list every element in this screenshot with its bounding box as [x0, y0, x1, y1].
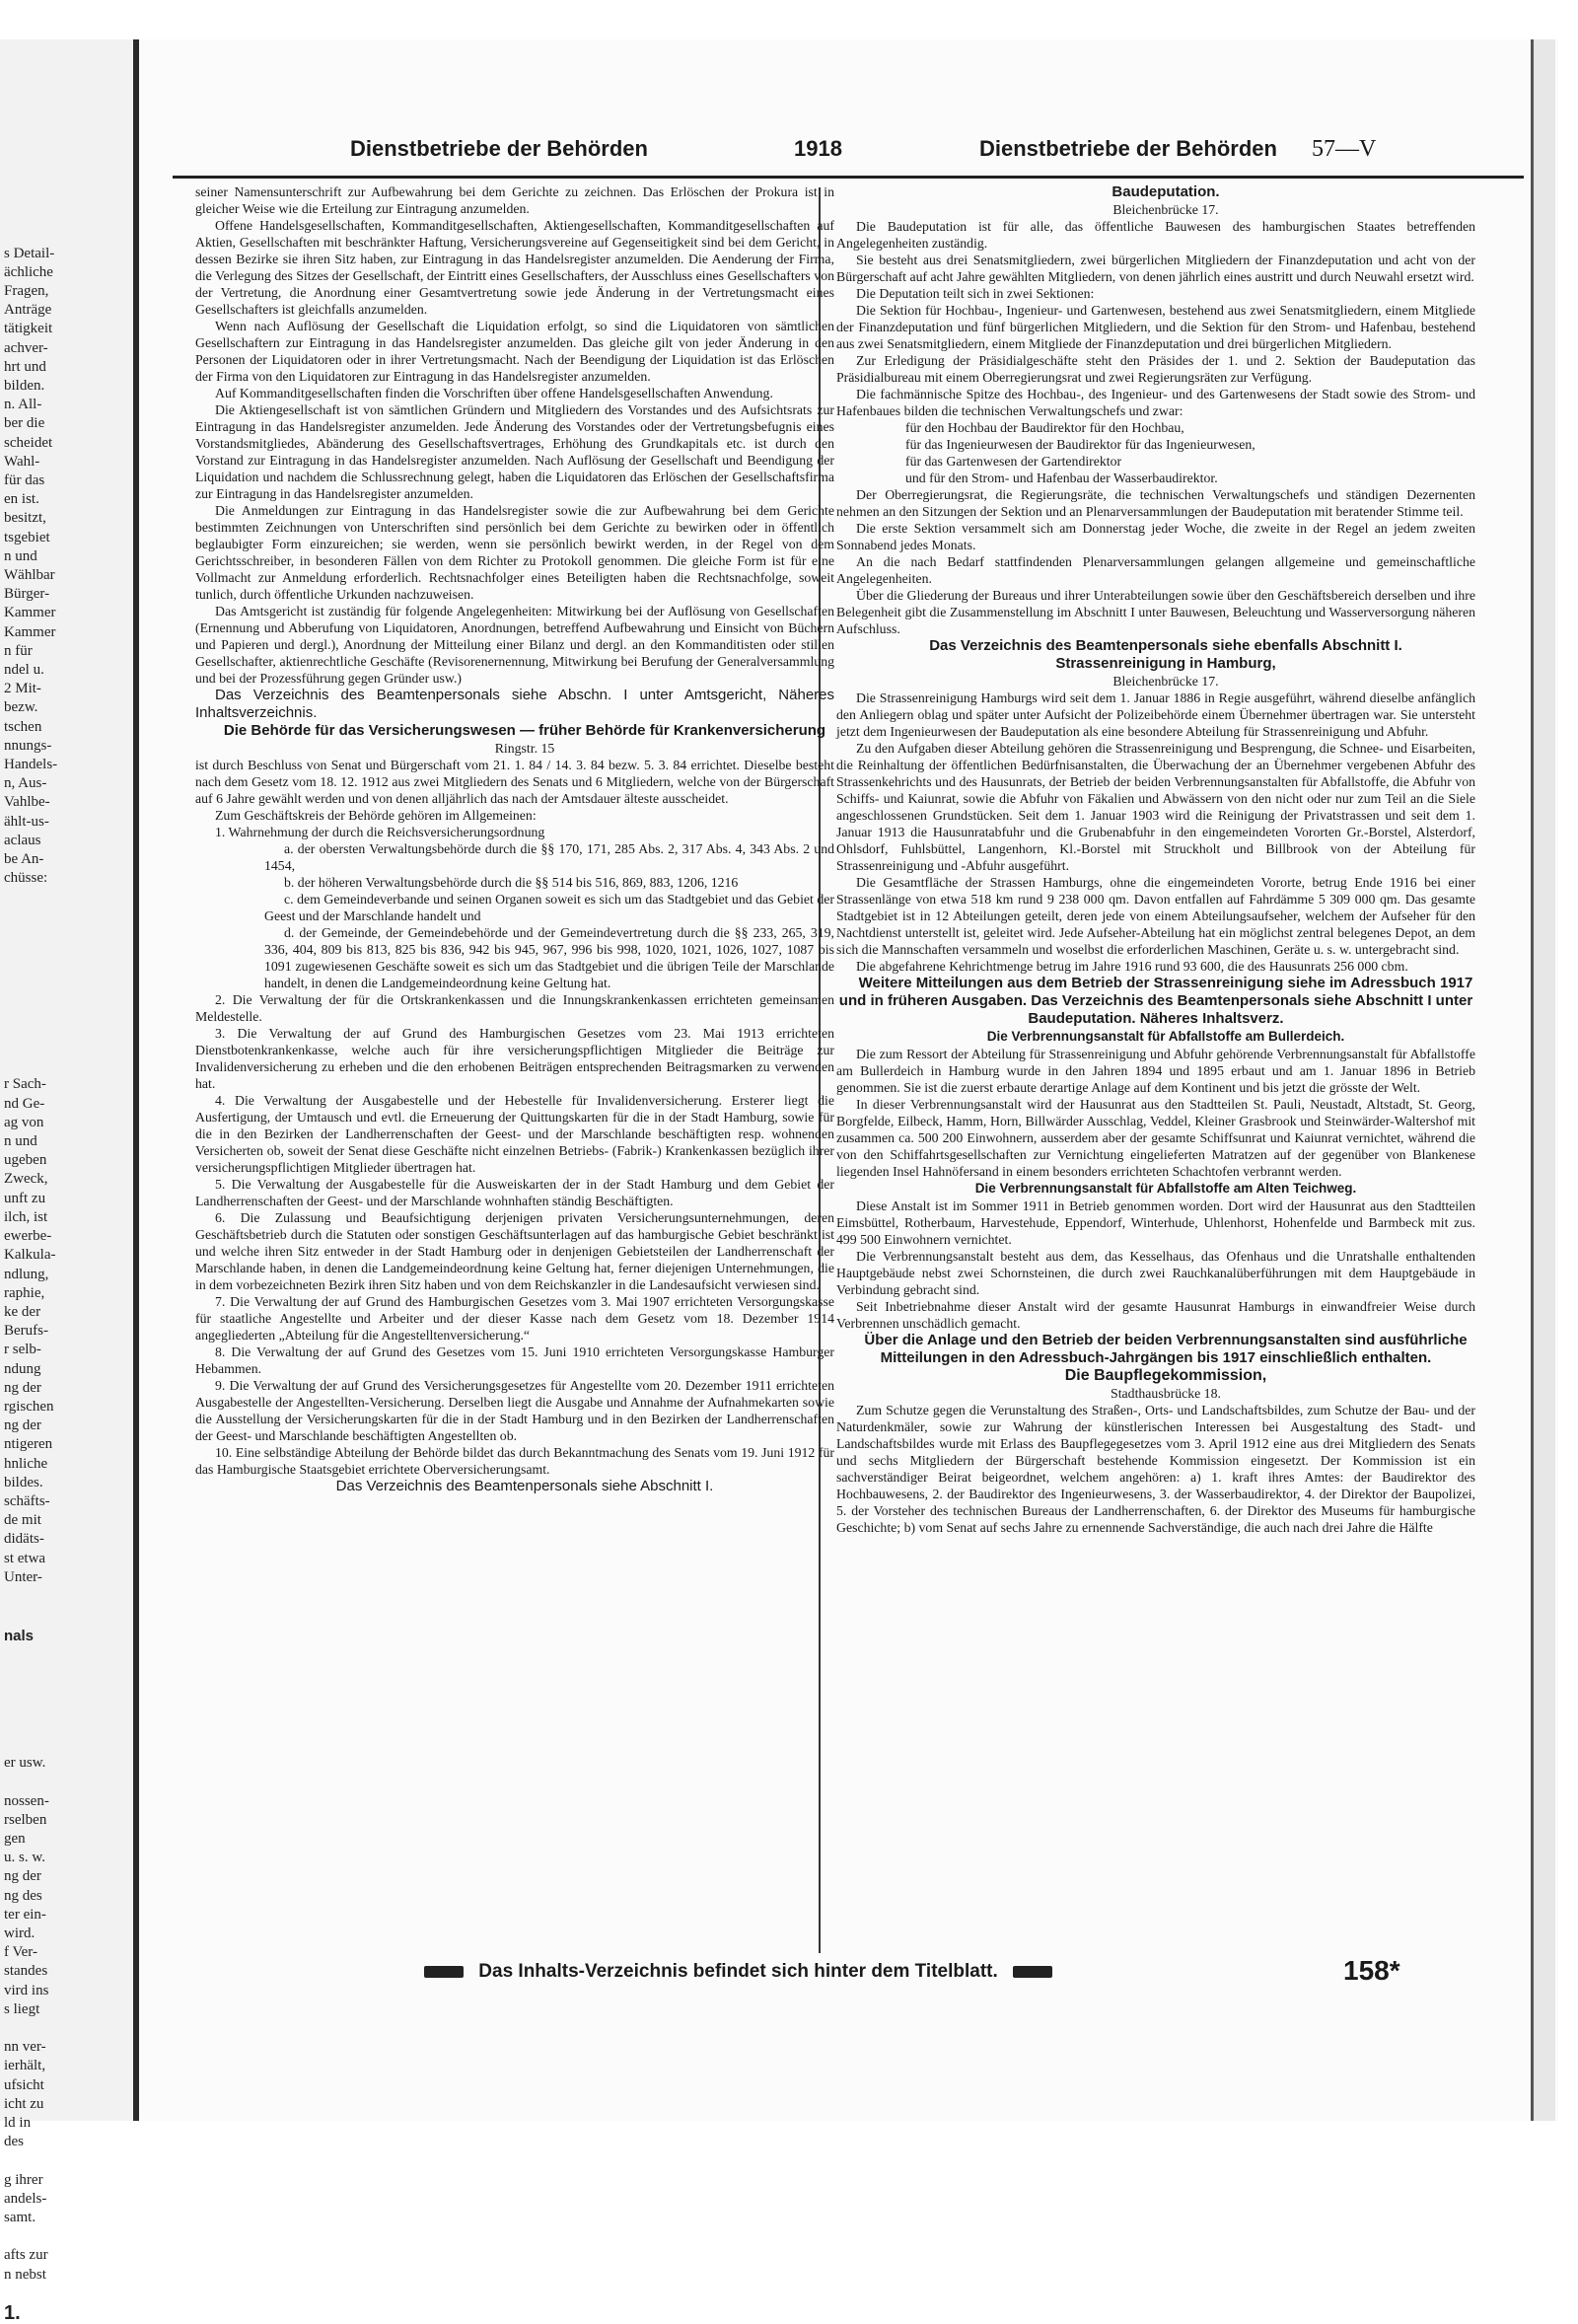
section-title: Die Baupflegekommission,: [1064, 1367, 1267, 1384]
paragraph: Das Amtsgericht ist zuständig für folgende Angelegenheiten: Mitwirkung bei der Auflösung von Gesellschaften (Ernennung und Abberufung von Liquidatoren, Anordnungen, betreffend Aufbewahrung und Einsicht von Büchern und Papieren und dergl.), Anordnung der Mitteilung einer Bilanz und dergl. an den Kommanditisten oder stillen Gesellschafter, aktienrechtliche Geschäfte (Revisorenernennung, Mitwirkung bei Berufung der Generalversammlung und bei der Prozessführung gegen Gründer usw.): [195, 604, 834, 686]
facing-page-fragment: schäfts-: [4, 1492, 50, 1509]
paragraph: Wenn nach Auflösung der Gesellschaft die Liquidation erfolgt, so sind die Liquidatoren von sämtlichen Gesellschaftern zur Eintragung in das Handelsregister anzumelden. Das gleiche gilt von jeder Änderung in den Personen der Liquidatoren oder in ihrer Vertretungsmacht. Nach der Beendigung der Liquidation ist das Erlöschen der Firma von den Liquidatoren zur Eintragung in das Handelsregister anzumelden.: [195, 319, 834, 384]
facing-page-fragments-3: [0, 1754, 133, 2285]
facing-page-fragment: ilch, ist: [4, 1208, 48, 1225]
list-item: für das Gartenwesen der Gartendirektor: [905, 454, 1122, 469]
left-column: [195, 183, 834, 1495]
facing-page-fragment: n nebst: [4, 2266, 46, 2283]
facing-page-fragment: [0, 187, 133, 206]
facing-page-fragment: ählt-us-: [4, 813, 49, 830]
facing-page-label-2: 1.: [4, 2301, 21, 2324]
facing-page-fragment: unft zu: [4, 1190, 46, 1206]
facing-page-fragment: ndel u.: [4, 662, 44, 679]
paragraph: Die Aktiengesellschaft ist von sämtlichen Gründern und Mitgliedern des Vorstandes und des Aufsichtsrats zur Eintragung in das Handelsregister anzumelden. Jede Änderung des Vorstandes oder der Vertretungsbefugnis eines Vorstandsmitgliedes, Abänderung des Gesellschaftsvertrages, Erhöhung des Grundkapitals etc. ist durch den Vorstand zur Eintragung in das Handelsregister anzumelden. Nach Auflösung der Gesellschaft und Beendigung der Liquidation und nachdem die Schlussrechnung gelegt, haben die Liquidatoren das Erlöschen der Gesellschaftsfirma zur Eintragung in das Handelsregister anzumelden.: [195, 402, 834, 501]
pointing-hand-right-icon: [1013, 1966, 1052, 1978]
facing-page-fragment: icht zu: [4, 2095, 44, 2112]
header-rule: [173, 176, 1524, 179]
section-address: Bleichenbrücke 17.: [1112, 202, 1219, 217]
facing-page-fragment: [0, 206, 133, 225]
facing-page-fragment: gen: [4, 1830, 26, 1847]
facing-page-fragment: s liegt: [4, 2000, 40, 2017]
paragraph: An die nach Bedarf stattfindenden Plenarversammlungen gelangen allgemeine und gemeinschaftliche Angelegenheiten.: [836, 554, 1475, 586]
footer-text: Das Inhalts-Verzeichnis befindet sich hinter dem Titelblatt.: [478, 1961, 998, 1982]
paragraph: Diese Anstalt ist im Sommer 1911 in Betrieb genommen worden. Dort wird der Hausunrat aus den Stadtteilen Eimsbüttel, Rotherbaum, Harvestehude, Eppendorf, Winterhude, Uhlenhorst, Hohenfelde und Barmbeck mit zus. 499 500 Einwohnern vernichtet.: [836, 1198, 1475, 1247]
facing-page-fragment: ufsicht: [4, 2076, 44, 2093]
facing-page-fragment: r Sach-: [4, 1076, 46, 1093]
paragraph: Zum Schutze gegen die Verunstaltung des Straßen-, Orts- und Landschaftsbildes, zum Schutze der Bau- und der Naturdenkmäler, sowie zur Wahrung der künstlerischen Interessen bei Ausgestaltung des Stadt- und Landschaftsbildes wurde mit Erlass des Baupflegegesetzes vom 3. April 1912 eine aus drei Mitgliedern des Senats und sechs Mitgliedern der Bürgerschaft bestehende Kommission eingesetzt. Der Kommission ist ein sachverständiger Beirat beigeordnet, welchem angehören: a) 1. kraft ihres Amtes: der Baudirektor des Hochbauwesens, 2. der Baudirektor des Ingenieurwesens, 3. der Wasserbaudirektor, 4. der Direktor der Baupolizei, 5. der Vorsteher des technischen Bureaus der Landherrenschaften, 6. der Direktor des Museums für hamburgische Geschichte; b) vom Senat auf sechs Jahre zu ernennende Sachverständige, die auch nach drei Jahre die Hälfte: [836, 1403, 1475, 1535]
paragraph: Die Deputation teilt sich in zwei Sektionen:: [856, 286, 1095, 301]
facing-page-fragment: raphie,: [4, 1284, 45, 1301]
paragraph: Der Oberregierungsrat, die Regierungsräte, die technischen Verwaltungschefs und ständigen Dezernenten nehmen an den Sitzungen der Sektion und an Plenarversammlungen der Baudeputation mit beratender Stimme teil.: [836, 487, 1475, 519]
facing-page-fragment: u. s. w.: [4, 1850, 45, 1866]
facing-page-fragment: n, Aus-: [4, 775, 47, 792]
section-title: Baudeputation.: [1112, 183, 1220, 200]
facing-page-fragment: Anträge: [4, 302, 52, 319]
facing-page-fragment: aclaus: [4, 832, 41, 848]
list-item: 6. Die Zulassung und Beaufsichtigung derjenigen privaten Versicherungsunternehmungen, deren Geschäftsbetrieb durch die Statuten oder sonstigen Geschäftsunterlagen auf das hamburgische Gebiet beschränkt ist und welche ihren Sitz entweder in der Stadt Hamburg oder in denjenigen Gebietsteilen der Landherrenschaft der Marschlande haben, in denen die Landgemeindeordnung keine Geltung hat, ferner diejenigen Unternehmungen, die in dem vorbezeichneten Bezirk ihren Sitz haben und von dem Reichskanzler in die Landesaufsicht verwiesen sind.: [195, 1210, 834, 1292]
facing-page-fragment: hrt und: [4, 358, 46, 375]
footer-note: [414, 1961, 1062, 1983]
facing-page-fragment: afts zur: [4, 2247, 48, 2264]
facing-page-fragment: ächliche: [4, 263, 53, 280]
list-item: für das Ingenieurwesen der Baudirektor für das Ingenieurwesen,: [905, 437, 1255, 452]
facing-page-fragment: ng der: [4, 1417, 41, 1434]
note: Das Verzeichnis des Beamtenpersonals siehe ebenfalls Abschnitt I.: [929, 637, 1402, 654]
paragraph: Zur Erledigung der Präsidialgeschäfte steht den Präsides der 1. und 2. Sektion der Baudeputation das Präsidialbureau mit einem Oberregierungsrat und zwei Regierungsräten zur Verfügung.: [836, 353, 1475, 385]
paragraph: Die Strassenreinigung Hamburgs wird seit dem 1. Januar 1886 in Regie ausgeführt, während dieselbe anfänglich den Anliegern oblag und später unter Aufsicht der Polizeibehörde einem Übernehmer übertragen war. Sie untersteht jetzt dem Ingenieurwesen der Baudeputation als eine besondere Abteilung für Strassenreinigung und Abfuhr.: [836, 690, 1475, 739]
facing-page-fragment: nossen-: [4, 1792, 49, 1809]
facing-page-fragment: Kalkula-: [4, 1247, 56, 1264]
facing-page-fragment: tschen: [4, 718, 42, 735]
facing-page-fragment: wird.: [4, 1925, 36, 1941]
facing-page-fragment: bezw.: [4, 699, 38, 716]
paragraph: Die Sektion für Hochbau-, Ingenieur- und Gartenwesen, bestehend aus zwei Senatsmitgliedern, einem Mitgliede der Finanzdeputation und fünf bürgerlichen Mitgliedern, und die Sektion für den Strom- und Hafenbau, bestehend aus zwei Senatsmitgliedern, einem Mitgliede der Finanzdeputation und drei bürgerlichen Mitgliedern.: [836, 303, 1475, 351]
paragraph: ist durch Beschluss von Senat und Bürgerschaft vom 21. 1. 84 / 14. 3. 84 bezw. 5. 3. 84 errichtet. Dieselbe besteht nach dem Gesetz vom 18. 12. 1912 aus zwei Mitgliedern des Senats und 6 Mitgliedern, welche von der Bürgerschaft auf 6 Jahre gewählt werden und von denen alljährlich das nach der Amtsdauer älteste ausscheidet.: [195, 758, 834, 806]
facing-page-fragment: n und: [4, 547, 37, 564]
facing-page-fragment: r selb-: [4, 1342, 41, 1358]
facing-page-fragment: Berufs-: [4, 1323, 48, 1340]
page-number: 158*: [1343, 1955, 1400, 1986]
facing-page-fragment: samt.: [4, 2209, 36, 2225]
pointing-hand-left-icon: [424, 1966, 464, 1978]
facing-page-fragment: s Detail-: [4, 245, 55, 261]
facing-page-fragment: besitzt,: [4, 510, 46, 527]
facing-page-fragment: ag von: [4, 1114, 44, 1130]
section-address: Stadthausbrücke 18.: [1111, 1386, 1221, 1401]
section-title: Strassenreinigung in Hamburg,: [1055, 655, 1276, 672]
next-page-edge: [1531, 39, 1555, 2121]
facing-page-fragment: ntigeren: [4, 1436, 53, 1453]
facing-page-fragment: ndlung,: [4, 1266, 49, 1282]
list-item: 7. Die Verwaltung der auf Grund des Hamburgischen Gesetzes vom 3. Mai 1907 errichteten Versorgungskasse für staatliche Angestellte und Arbeiter und der dieser Kasse nach dem Gesetz vom 18. Dezember 1914 angegliederten „Abteilung für die Angestelltenversicherung.“: [195, 1294, 834, 1343]
facing-page-fragment: Fragen,: [4, 282, 49, 299]
facing-page-fragment: [0, 2019, 133, 2038]
facing-page-fragments-1: [0, 187, 133, 888]
facing-page-fragment: n und: [4, 1133, 37, 1150]
list-item: 8. Die Verwaltung der auf Grund des Gesetzes vom 15. Juni 1910 errichteten Versorgungskasse Hamburger Hebammen.: [195, 1344, 834, 1376]
facing-page-fragment: Wahl-: [4, 453, 40, 470]
paragraph: Über die Gliederung der Bureaus und ihrer Unterabteilungen sowie über den Geschäftsbereich derselben und ihre Belegenheit gibt die Zusammenstellung im Abschnitt I unter Bauwesen, Beleuchtung und Wasserversorgung näheren Aufschluss.: [836, 588, 1475, 636]
facing-page-fragment: ng der: [4, 1379, 41, 1396]
facing-page-fragment: scheidet: [4, 434, 53, 451]
facing-page-fragment: st etwa: [4, 1550, 46, 1566]
paragraph: Die Gesamtfläche der Strassen Hamburgs, ohne die eingemeindeten Vororte, betrug Ende 1916 bei einer Strassenlänge von etwa 518 km rund 9 238 000 qm. Davon entfallen auf Fahrdämme 5 309 000 qm. Das gesamte Stadtgebiet ist in 12 Abteilungen geteilt, deren jede von einem Abteilungsaufseher, welchem der Aufseher für den Nachtdienst unterstellt ist, geleitet wird. Jede Aufseher-Abteilung hat ein möglichst zentral belegenes Depot, an dem sich die Mannschaften versammeln und woselbst die erforderlichen Maschinen, Geräte u. s. w. untergebracht sind.: [836, 875, 1475, 957]
facing-page-fragment: Kammer: [4, 623, 56, 640]
facing-page-fragment: des: [4, 2134, 24, 2150]
facing-page-fragment: [0, 225, 133, 244]
facing-page-fragment: Unter-: [4, 1568, 42, 1585]
facing-page-fragment: de mit: [4, 1512, 41, 1529]
facing-page-fragment: Vahlbe-: [4, 794, 50, 811]
facing-page-fragment: Wählbar: [4, 567, 55, 584]
note: Weitere Mitteilungen aus dem Betrieb der Strassenreinigung siehe im Adressbuch 1917 und in früheren Ausgaben. Das Verzeichnis des Beamtenpersonals siehe Abschnitt I unter Baudeputation. Näheres Inhaltsverz.: [838, 975, 1473, 1027]
facing-page-fragment: standes: [4, 1963, 48, 1980]
section-title: Die Verbrennungsanstalt für Abfallstoffe am Bullerdeich.: [986, 1029, 1345, 1044]
facing-page-fragment: [0, 2227, 133, 2246]
facing-page-fragment: 2 Mit-: [4, 681, 41, 697]
paragraph: Sie besteht aus drei Senatsmitgliedern, zwei bürgerlichen Mitgliedern der Finanzdeputation und acht von der Bürgerschaft auf acht Jahre gewählten Mitgliedern, von denen jährlich eines austritt und durch Neuwahl ersetzt wird.: [836, 253, 1475, 284]
facing-page-label-1: nals: [4, 1627, 35, 1644]
facing-page-fragment: ld in: [4, 2114, 32, 2131]
facing-page-fragment: ewerbe-: [4, 1228, 52, 1245]
right-column: [836, 183, 1475, 1536]
paragraph: Auf Kommanditgesellschaften finden die Vorschriften über offene Handelsgesellschaften Anwendung.: [215, 386, 773, 400]
list-subitem: d. der Gemeinde, der Gemeindebehörde und der Gemeindevertretung durch die §§ 233, 265, 319, 336, 404, 809 bis 813, 825 bis 836, 942 bis 945, 967, 996 bis 998, 1020, 1021, 1026, 1027, 1087 bis 1091 zugewiesenen Geschäfte soweit es sich um das Stadtgebiet und die übrigen Teile der Marschlande handelt, in denen die Landgemeindeordnung keine Geltung hat.: [264, 925, 834, 990]
list-item: für den Hochbau der Baudirektor für den Hochbau,: [905, 420, 1184, 435]
facing-page-fragment: andels-: [4, 2190, 47, 2207]
list-subitem: b. der höheren Verwaltungsbehörde durch die §§ 514 bis 516, 869, 883, 1206, 1216: [284, 875, 739, 890]
paragraph: Offene Handelsgesellschaften, Kommanditgesellschaften, Aktiengesellschaften, Kommanditgesellschaften auf Aktien, Gesellschaften mit beschränkter Haftung, Versicherungsvereine auf Gegenseitigkeit sind bei dem Gericht, in dessen Bezirke sie ihren Sitz haben, zur Eintragung in das Handelsregister anzumelden. Die Aenderung der Firma, die Verlegung des Sitzes der Gesellschaft, der Eintritt eines Gesellschafters, der Ausschluss eines Gesellschafters von der Vertretung, die Anordnung einer Gesamtvertretung sowie jede Änderung in der Vertretungsmacht eines Gesellschafters ist gleichfalls anzumelden.: [195, 218, 834, 317]
facing-page-fragment: rselben: [4, 1811, 47, 1828]
facing-page-fragment: nd Ge-: [4, 1095, 45, 1112]
facing-page-fragment: bildes.: [4, 1474, 43, 1490]
section-title: Die Verbrennungsanstalt für Abfallstoffe am Alten Teichweg.: [974, 1181, 1357, 1196]
header-year: 1918: [794, 136, 842, 161]
facing-page-fragment: tsgebiet: [4, 529, 50, 545]
facing-page-fragment: n für: [4, 642, 33, 659]
list-item: 3. Die Verwaltung der auf Grund des Hamburgischen Gesetzes vom 23. Mai 1913 errichteten Dienstbotenkrankenkasse, welche auch für ihre versicherungspflichtigen Mitglieder die Beiträge zur Invalidenversicherung zu erheben und die den erhobenen Beiträgen entsprechenden Beitragsmarken zu verwenden hat.: [195, 1026, 834, 1091]
facing-page-fragment: [0, 2151, 133, 2170]
list-item: 5. Die Verwaltung der Ausgabestelle für die Ausweiskarten der in der Stadt Hamburg und dem Gebiet der Landherrenschaften der Geest- und der Marschlande wohnhaften ständig Beschäftigten.: [195, 1177, 834, 1208]
facing-page-fragment: n. All-: [4, 397, 42, 413]
list-item: und für den Strom- und Hafenbau der Wasserbaudirektor.: [905, 471, 1218, 485]
facing-page-fragment: nnungs-: [4, 737, 52, 754]
paragraph: Die erste Sektion versammelt sich am Donnerstag jeder Woche, die zweite in der Regel an jedem zweiten Sonnabend jedes Monats.: [836, 521, 1475, 552]
paragraph: Die Anmeldungen zur Eintragung in das Handelsregister sowie die zur Aufbewahrung bei dem Gerichte bestimmten Zeichnungen von Unterschriften sind persönlich bei dem Gerichte zu bewirken oder in öffentlich beglaubigter Form einzureichen; sie werden, wenn sie persönlich bewirkt werden, in der Regel von dem Gerichtsschreiber, in besonderen Fällen von dem Richter zu Protokoll genommen. Die gleiche Form ist für eine Vollmacht zur Anmeldung erforderlich. Rechtsnachfolger eines Beteiligten haben die Rechtsnachfolge, soweit tunlich, durch öffentliche Urkunden nachzuweisen.: [195, 503, 834, 602]
facing-page-fragment: ke der: [4, 1303, 41, 1320]
list-item: 9. Die Verwaltung der auf Grund des Versicherungsgesetzes für Angestellte vom 20. Dezember 1911 errichteten Ausgabestelle der Angestellten-Versicherung. Derselben liegt die Ausgabe und Annahme der Aufnahmekarten sowie die Ausstellung der Versicherungskarten für die in der Stadt Hamburg und in den Bezirken der Landherrenschaften der Geest- und Marschlande beschäftigten Angestellten ob.: [195, 1378, 834, 1443]
list-item: 2. Die Verwaltung der für die Ortskrankenkassen und die Innungskrankenkassen errichteten gemeinsamen Meldestelle.: [195, 992, 834, 1024]
section-address: Bleichenbrücke 17.: [1112, 674, 1219, 689]
paragraph: Die Verbrennungsanstalt besteht aus dem, das Kesselhaus, das Ofenhaus und die Unratshalle enthaltenden Hauptgebäude nebst zwei Schornsteinen, die durch zwei Rauchkanalüberführungen mit dem Hauptgebäude in Verbindung gebracht sind.: [836, 1249, 1475, 1297]
facing-page-fragment: be An-: [4, 851, 44, 868]
list-item: 1. Wahrnehmung der durch die Reichsversicherungsordnung: [215, 825, 545, 839]
section-address: Ringstr. 15: [494, 741, 555, 756]
facing-page-fragment: vird ins: [4, 1982, 49, 1998]
facing-page-fragment: er usw.: [4, 1755, 46, 1772]
paragraph: Die fachmännische Spitze des Hochbau-, des Ingenieur- und des Gartenwesens der Stadt sowie des Strom- und Hafenbaues bilden die technischen Verwaltungschefs und zwar:: [836, 387, 1475, 418]
facing-page-fragment: tätigkeit: [4, 321, 53, 337]
facing-page-fragment: ugeben: [4, 1152, 47, 1169]
paragraph: Die abgefahrene Kehrichtmenge betrug im Jahre 1916 rund 93 600, die des Hausunrats 256 000 cbm.: [856, 959, 1408, 974]
facing-page-fragment: nn ver-: [4, 2039, 46, 2056]
header-right-title: Dienstbetriebe der Behörden: [979, 136, 1277, 161]
paragraph: Die Baudeputation ist für alle, das öffentliche Bauwesen des hamburgischen Staates betreffenden Angelegenheiten zuständig.: [836, 219, 1475, 251]
facing-page-fragment: Zweck,: [4, 1171, 48, 1188]
facing-page-fragment: Kammer: [4, 605, 56, 621]
paragraph: Zu den Aufgaben dieser Abteilung gehören die Strassenreinigung und Besprengung, die Schnee- und Eisarbeiten, die Reinhaltung der öffentlichen Bedürfnisanstalten, die Überwachung der an Übernehmer vergebenen Abfuhr des Strassenkehrichts und des Hausunrats, der Betrieb der beiden Verbrennungsanstalten für Abfallstoffe, die Abfuhr von Schiffs- und Kaiunrat, sowie die Abfuhr von Fäkalien und Abwässern von den nicht oder nur zum Teil an die Siele angeschlossenen Grundstücken. Seit dem 1. Januar 1903 wird die Reinigung der Privatstrassen und seit dem 1. Januar 1913 die Hausunratabfuhr und die Grubenabfuhr in den eingemeindeten Vororten Gr.-Borstel, Alsterdorf, Ohlsdorf, Fuhlsbüttel, Langenhorn, Kl.-Borstel mit Struckholt und Billbrook von der Abteilung für Strassenreinigung und -Abfuhr ausgeführt.: [836, 741, 1475, 873]
facing-page-fragments-2: [0, 1075, 133, 1586]
list-item: 4. Die Verwaltung der Ausgabestelle und der Hebestelle für Invalidenversicherung. Ersterer liegt die Ausfertigung, der Umtausch und evtl. die Erneuerung der Quittungskarten für die in der Stadt Hamburg, sowie für die in den Bezirken der Landherrenschaften der Geest- und der Marschlande beschäftigten resp. wohnenden Versicherten ob, soweit der Senat diese Geschäfte nicht einzelnen Betriebs- (Fabrik-) Krankenkassen bezüglich ihrer versicherungspflichtigen Mitglieder übertragen hat.: [195, 1093, 834, 1175]
paragraph: In dieser Verbrennungsanstalt wird der Hausunrat aus den Stadtteilen St. Pauli, Neustadt, Altstadt, St. Georg, Borgfelde, Eilbeck, Hamm, Horn, Billwärder Ausschlag, Veddel, Kleiner Grasbrook und Steinwärder-Waltershof mit zusammen ca. 500 200 Einwohnern, ausserdem aber der gesamte Schiffsunrat und Kaiunrat vernichtet, während die von den Schiffahrtsgesellschaften zur Vernichtung eingelieferten Matratzen auf der gegenüber von Blankenese liegenden Insel Hahnöfersand in einem besonders errichteten Schachtofen verbrannt werden.: [836, 1097, 1475, 1179]
list-subitem: c. dem Gemeindeverbande und seinen Organen soweit es sich um das Stadtgebiet und das Gebiet der Geest und der Marschlande handelt und: [264, 892, 834, 923]
facing-page-fragment: chüsse:: [4, 870, 48, 887]
facing-page-fragment: ter ein-: [4, 1906, 46, 1923]
running-header: [350, 136, 1396, 176]
header-page-ref: 57—V: [1312, 136, 1377, 162]
facing-page-fragment: ng des: [4, 1887, 42, 1904]
note: Das Verzeichnis des Beamtenpersonals siehe Abschnitt I.: [335, 1478, 714, 1494]
facing-page-fragment: für das: [4, 472, 45, 488]
list-item: 10. Eine selbständige Abteilung der Behörde bildet das durch Bekanntmachung des Senats vom 19. Juni 1912 für das Hamburgische Staatsgebiet errichtete Oberversicherungsamt.: [195, 1445, 834, 1477]
facing-page-fragment: f Ver-: [4, 1944, 37, 1961]
facing-page-fragment: ng der: [4, 1868, 41, 1885]
facing-page-fragment: ber die: [4, 415, 45, 432]
paragraph: Seit Inbetriebnahme dieser Anstalt wird der gesamte Hausunrat Hamburgs in einwandfreier Weise durch Verbrennen unschädlich gemacht.: [836, 1299, 1475, 1331]
facing-page-fragment: didäts-: [4, 1531, 44, 1548]
facing-page-fragment: achver-: [4, 339, 48, 356]
list-subitem: a. der obersten Verwaltungsbehörde durch die §§ 170, 171, 285 Abs. 2, 317 Abs. 4, 343 Abs. 2 und 1454,: [264, 841, 834, 873]
facing-page-fragment: Handels-: [4, 757, 58, 773]
facing-page-edge: [0, 39, 139, 2324]
facing-page-fragment: ierhält,: [4, 2058, 46, 2074]
paragraph: seiner Namensunterschrift zur Aufbewahrung bei dem Gerichte zu zeichnen. Das Erlöschen der Prokura ist in gleicher Weise wie die Erteilung zur Eintragung anzumelden.: [195, 184, 834, 216]
facing-page-fragment: en ist.: [4, 491, 39, 508]
facing-page-fragment: hnliche: [4, 1455, 48, 1472]
facing-page-fragment: bilden.: [4, 377, 45, 394]
section-title: Die Behörde für das Versicherungswesen — früher Behörde für Krankenversicherung: [223, 722, 826, 739]
note: Das Verzeichnis des Beamtenpersonals siehe Abschn. I unter Amtsgericht, Näheres Inhaltsverzeichnis.: [195, 687, 834, 721]
header-left-title: Dienstbetriebe der Behörden: [350, 136, 648, 161]
facing-page-fragment: Bürger-: [4, 586, 50, 603]
paragraph: Zum Geschäftskreis der Behörde gehören im Allgemeinen:: [215, 808, 537, 823]
facing-page-fragment: [0, 1773, 133, 1791]
facing-page-fragment: g ihrer: [4, 2171, 43, 2188]
paragraph: Die zum Ressort der Abteilung für Strassenreinigung und Abfuhr gehörende Verbrennungsanstalt für Abfallstoffe am Bullerdeich in Hamburg wurde in den Jahren 1894 und 1895 erbaut und am 1. Januar 1896 in Betrieb genommen. Sie ist die zuerst erbaute derartige Anlage auf dem Kontinent und bis jetzt die grösste der Welt.: [836, 1047, 1475, 1095]
facing-page-fragment: ndung: [4, 1360, 41, 1377]
note: Über die Anlage und den Betrieb der beiden Verbrennungsanstalten sind ausführliche Mitteilungen in den Adressbuch-Jahrgängen bis 1917 einschließlich enthalten.: [864, 1332, 1468, 1366]
facing-page-fragment: rgischen: [4, 1398, 54, 1415]
